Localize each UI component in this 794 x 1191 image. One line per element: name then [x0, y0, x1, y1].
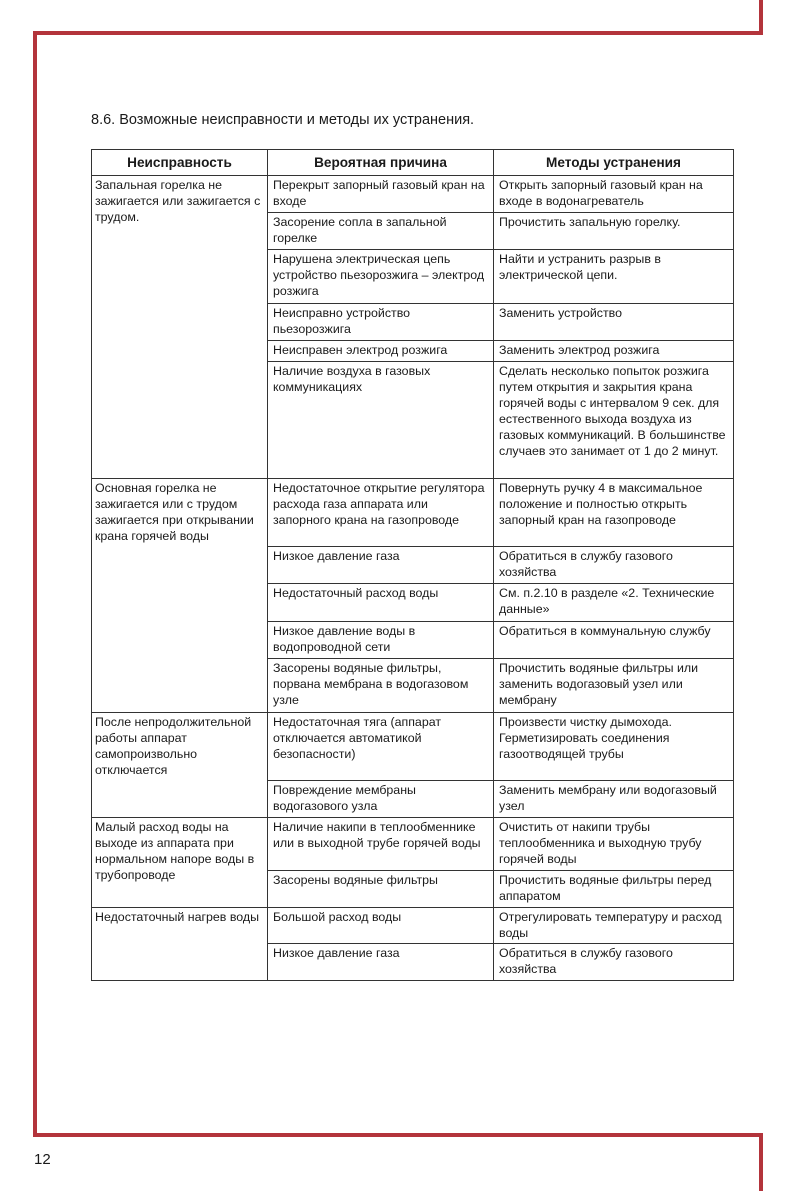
- table-header-row: [92, 150, 734, 176]
- cause-cell: Наличие воздуха в газовых коммуникациях: [268, 362, 494, 479]
- cause-cell: Недостаточная тяга (аппарат отключается автоматикой безопасности): [268, 713, 494, 781]
- remedy-cell: Заменить устройство: [494, 304, 734, 341]
- remedy-cell: Обратиться в службу газового хозяйства: [494, 944, 734, 981]
- table-row: [92, 479, 734, 547]
- cause-cell: Большой расход воды: [268, 908, 494, 944]
- remedy-cell: Прочистить водяные фильтры или заменить водогазовый узел или мембрану: [494, 659, 734, 713]
- cause-cell: Повреждение мембраны водогазового узла: [268, 781, 494, 818]
- fault-cell: Запальная горелка не зажигается или зажигается с трудом.: [92, 176, 268, 479]
- cause-cell: Недостаточное открытие регулятора расхода газа аппарата или запорного крана на газопроводе: [268, 479, 494, 547]
- page-frame-right-top: [759, 0, 763, 35]
- cause-cell: Нарушена электрическая цепь устройство пьезорозжига – электрод розжига: [268, 250, 494, 304]
- fault-cell: Малый расход воды на выходе из аппарата при нормальном напоре воды в трубопроводе: [92, 818, 268, 908]
- page-frame-right-bottom: [759, 1133, 763, 1191]
- cause-cell: Неисправно устройство пьезорозжига: [268, 304, 494, 341]
- remedy-cell: Прочистить водяные фильтры перед аппаратом: [494, 871, 734, 908]
- header-remedy: Методы устранения: [494, 150, 734, 176]
- cause-cell: Низкое давление воды в водопроводной сети: [268, 622, 494, 659]
- cause-cell: Засорены водяные фильтры, порвана мембрана в водогазовом узле: [268, 659, 494, 713]
- section-title: 8.6. Возможные неисправности и методы их устранения.: [91, 112, 475, 128]
- cause-cell: Наличие накипи в теплообменнике или в выходной трубе горячей воды: [268, 818, 494, 871]
- cause-cell: Перекрыт запорный газовый кран на входе: [268, 176, 494, 213]
- page-frame-left: [33, 31, 37, 1137]
- cause-cell: Недостаточный расход воды: [268, 584, 494, 622]
- remedy-cell: Открыть запорный газовый кран на входе в водонагреватель: [494, 176, 734, 213]
- fault-cell: Основная горелка не зажигается или с трудом зажигается при открывании крана горячей воды: [92, 479, 268, 713]
- cause-cell: Низкое давление газа: [268, 547, 494, 584]
- cause-cell: Неисправен электрод розжига: [268, 341, 494, 362]
- remedy-cell: См. п.2.10 в разделе «2. Технические данные»: [494, 584, 734, 622]
- remedy-cell: Сделать несколько попыток розжига путем открытия и закрытия крана горячей воды с интервалом 9 сек. для естественного выхода воздуха из газовых коммуникаций. В большинстве случаев это занимает от 1 до 2 минут.: [494, 362, 734, 479]
- remedy-cell: Произвести чистку дымохода. Герметизировать соединения газоотводящей трубы: [494, 713, 734, 781]
- cause-cell: Засорены водяные фильтры: [268, 871, 494, 908]
- remedy-cell: Обратиться в службу газового хозяйства: [494, 547, 734, 584]
- header-cause: Вероятная причина: [268, 150, 494, 176]
- remedy-cell: Заменить электрод розжига: [494, 341, 734, 362]
- cause-cell: Низкое давление газа: [268, 944, 494, 981]
- page-frame-top: [33, 31, 763, 35]
- remedy-cell: Прочистить запальную горелку.: [494, 213, 734, 250]
- table-row: [92, 176, 734, 213]
- remedy-cell: Заменить мембрану или водогазовый узел: [494, 781, 734, 818]
- page-frame-bottom: [33, 1133, 763, 1137]
- remedy-cell: Очистить от накипи трубы теплообменника и выходную трубу горячей воды: [494, 818, 734, 871]
- table-row: [92, 908, 734, 944]
- page-number: 12: [34, 1151, 51, 1168]
- remedy-cell: Отрегулировать температуру и расход воды: [494, 908, 734, 944]
- cause-cell: Засорение сопла в запальной горелке: [268, 213, 494, 250]
- troubleshooting-table: [91, 149, 734, 981]
- remedy-cell: Найти и устранить разрыв в электрической цепи.: [494, 250, 734, 304]
- fault-cell: Недостаточный нагрев воды: [92, 908, 268, 981]
- remedy-cell: Обратиться в коммунальную службу: [494, 622, 734, 659]
- remedy-cell: Повернуть ручку 4 в максимальное положение и полностью открыть запорный кран на газопроводе: [494, 479, 734, 547]
- fault-cell: После непродолжительной работы аппарат самопроизвольно отключается: [92, 713, 268, 818]
- table-row: [92, 818, 734, 871]
- header-fault: Неисправность: [92, 150, 268, 176]
- table-row: [92, 713, 734, 781]
